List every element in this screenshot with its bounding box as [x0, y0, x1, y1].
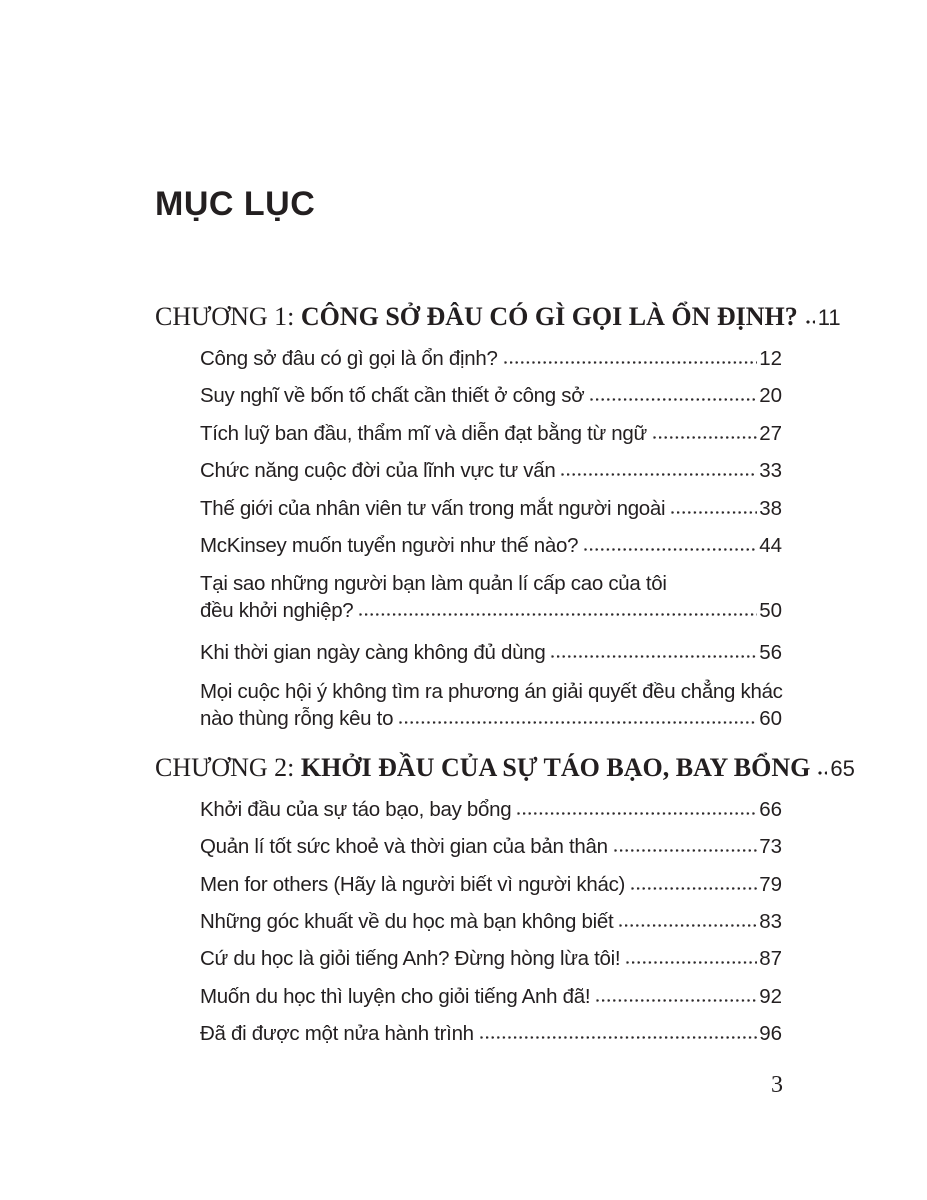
toc-entry — [200, 415, 782, 452]
dot-leader — [503, 360, 758, 365]
toc-entry-title: Suy nghĩ về bốn tố chất cần thiết ở công sở — [200, 384, 585, 408]
dot-leader — [613, 848, 758, 853]
toc-entry-title: đều khởi nghiệp? — [200, 599, 354, 623]
chapter-2-entries — [155, 791, 782, 1053]
toc-entry-title: Khi thời gian ngày càng không đủ dùng — [200, 641, 546, 665]
toc-entry — [200, 791, 782, 828]
toc-entry — [200, 597, 782, 624]
toc-entry-page: 73 — [759, 835, 782, 859]
page-title: MỤC LỤC — [155, 185, 316, 223]
dot-leader — [358, 612, 757, 617]
toc-entry — [200, 903, 782, 940]
toc-entry — [200, 634, 782, 671]
toc-entry-page: 12 — [759, 347, 782, 370]
toc-entry-page: 33 — [759, 459, 782, 483]
chapter-1-heading — [155, 296, 841, 338]
toc-entry-title: Tích luỹ ban đầu, thẩm mĩ và diễn đạt bằng từ ngữ — [200, 421, 647, 445]
toc-entry-page: 66 — [759, 797, 782, 821]
chapter-2-title: KHỞI ĐẦU CỦA SỰ TÁO BẠO, BAY BỔNG — [300, 752, 811, 782]
dot-leader — [583, 547, 757, 552]
toc-entry-title: nào thùng rỗng kêu to — [200, 706, 394, 730]
toc-entry-page: 87 — [759, 947, 782, 971]
dot-leader — [630, 886, 757, 891]
chapter-2-heading — [155, 747, 855, 789]
dot-leader — [398, 720, 757, 725]
toc-entry-page: 56 — [759, 641, 782, 665]
toc-entry-page: 83 — [759, 910, 782, 934]
toc-entry-title: Những góc khuất về du học mà bạn không biết — [200, 910, 614, 934]
chapter-1-title: CÔNG SỞ ĐÂU CÓ GÌ GỌI LÀ ỔN ĐỊNH? — [300, 302, 798, 331]
toc-entry — [200, 866, 782, 903]
toc-entry — [200, 828, 782, 865]
toc-entry-title: Đã đi được một nửa hành trình — [200, 1022, 474, 1046]
toc-entry-page: 50 — [759, 599, 782, 623]
toc-entry — [200, 705, 782, 732]
toc-entry — [200, 527, 782, 564]
toc-entry-title: McKinsey muốn tuyển người như thế nào? — [200, 534, 579, 558]
toc-entry-page: 27 — [759, 421, 782, 445]
toc-entry-title: Cứ du học là giỏi tiếng Anh? Đừng hòng lừa tôi! — [200, 947, 621, 971]
dot-leader — [670, 510, 757, 515]
chapter-1-label: CHƯƠNG 1: — [155, 302, 301, 331]
dot-leader — [618, 923, 757, 928]
dot-leader — [560, 472, 757, 477]
chapter-2-page-number: 65 — [830, 755, 855, 781]
toc-entry-line1: Tại sao những người bạn làm quản lí cấp cao của tôi — [200, 572, 667, 596]
dot-leader — [595, 998, 757, 1003]
toc-entry — [200, 1015, 782, 1052]
toc-entry-page: 20 — [759, 384, 782, 408]
dot-leader — [589, 397, 757, 402]
toc-entry-page: 92 — [759, 984, 782, 1008]
chapter-1-entries — [155, 340, 782, 732]
dot-leader — [550, 654, 757, 659]
dot-leader — [805, 319, 815, 325]
toc-entry — [200, 940, 782, 977]
toc-entry-page: 79 — [759, 872, 782, 896]
chapter-1-page-number: 11 — [817, 305, 841, 330]
dot-leader — [516, 811, 757, 816]
toc-entry-title: Công sở đâu có gì gọi là ổn định? — [200, 347, 498, 370]
toc-entry-title: Muốn du học thì luyện cho giỏi tiếng Anh đã! — [200, 984, 591, 1008]
toc-entry — [200, 340, 782, 377]
toc-entry — [200, 377, 782, 414]
toc-entry-page: 60 — [759, 706, 782, 730]
page-number-footer: 3 — [771, 1072, 783, 1098]
toc-entry-title: Quản lí tốt sức khoẻ và thời gian của bản thân — [200, 835, 608, 859]
toc-entry-title: Chức năng cuộc đời của lĩnh vực tư vấn — [200, 459, 556, 483]
toc-entry — [200, 490, 782, 527]
toc-entry — [200, 978, 782, 1015]
dot-leader — [479, 1035, 757, 1040]
toc-entry-title: Thế giới của nhân viên tư vấn trong mắt người ngoài — [200, 496, 666, 520]
toc-entry-page: 44 — [759, 534, 782, 558]
toc-entry-line1: Mọi cuộc hội ý không tìm ra phương án giải quyết đều chẳng khác — [200, 679, 783, 703]
toc-entry-title: Men for others (Hãy là người biết vì người khác) — [200, 872, 626, 896]
chapter-2-label: CHƯƠNG 2: — [155, 752, 301, 782]
toc-entry-title: Khởi đầu của sự táo bạo, bay bổng — [200, 797, 512, 821]
toc-entry-page: 38 — [759, 496, 782, 520]
toc-entry — [200, 452, 782, 489]
dot-leader — [652, 435, 757, 440]
dot-leader — [817, 770, 827, 776]
toc-entry-page: 96 — [759, 1022, 782, 1046]
dot-leader — [625, 960, 757, 965]
